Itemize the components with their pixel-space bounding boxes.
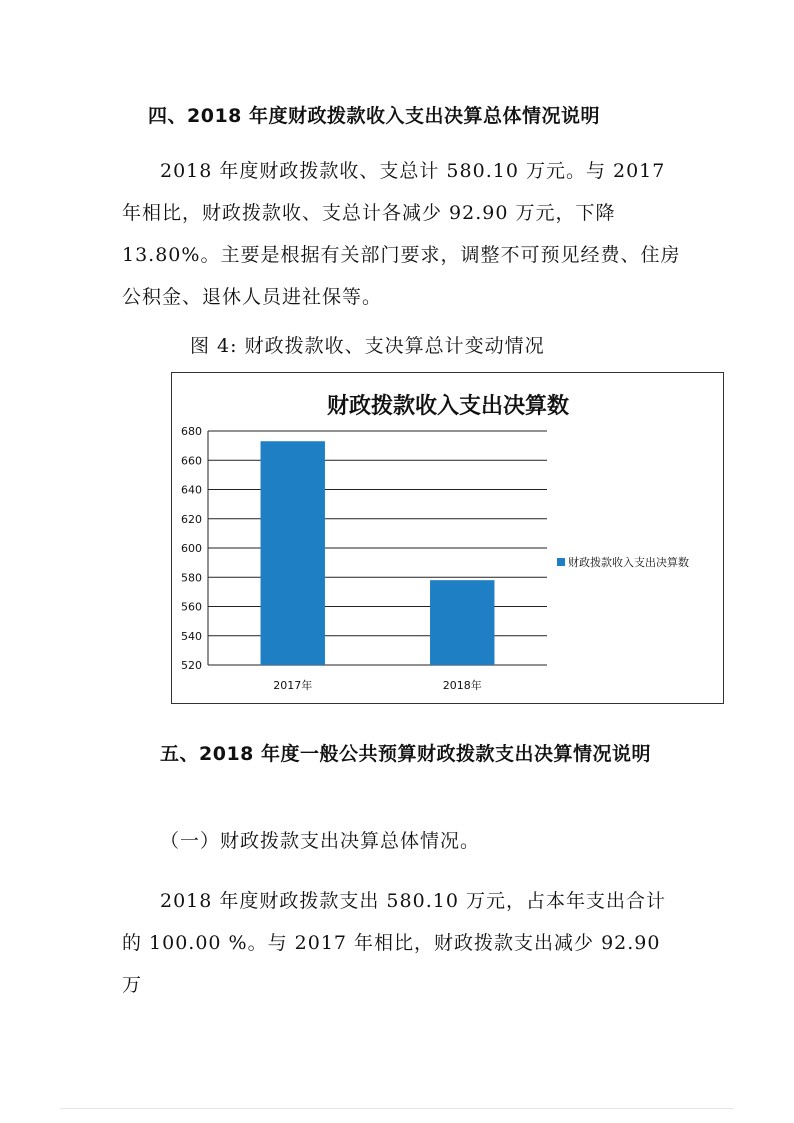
section4-paragraph: 2018 年度财政拨款收、支总计 580.10 万元。与 2017 年相比，财政拨款收、支总计各减少 92.90 万元，下降 13.80%。主要是根据有关部门要求，调整不可预见经费、住房公积金、退休人员进社保等。 xyxy=(122,160,681,308)
legend-label: 财政拨款收入支出决算数 xyxy=(568,556,689,569)
bar-chart xyxy=(171,372,724,704)
section5-heading: 五、2018 年度一般公共预算财政拨款支出决算情况说明 xyxy=(160,743,651,765)
section4-heading: 四、2018 年度财政拨款收入支出决算总体情况说明 xyxy=(148,105,600,127)
y-tick-label: 600 xyxy=(181,542,202,555)
legend-swatch xyxy=(557,558,565,566)
y-tick-label: 640 xyxy=(181,483,202,497)
figure-caption: 图 4: 财政拨款收、支决算总计变动情况 xyxy=(190,335,545,357)
y-tick-label: 560 xyxy=(181,600,202,614)
bar-2018年 xyxy=(430,580,494,665)
section5-paragraph: 2018 年度财政拨款支出 580.10 万元，占本年支出合计的 100.00 %。与 2017 年相比，财政拨款支出减少 92.90 万 xyxy=(122,890,666,996)
y-tick-label: 540 xyxy=(181,629,202,643)
y-tick-label: 680 xyxy=(181,425,202,438)
x-tick-label: 2018年 xyxy=(442,679,482,692)
bar-2017年 xyxy=(261,441,325,665)
y-tick-label: 580 xyxy=(181,571,202,585)
y-tick-label: 620 xyxy=(181,512,202,526)
section5-subheading: （一）财政拨款支出决算总体情况。 xyxy=(160,830,481,852)
y-tick-label: 660 xyxy=(181,454,202,468)
x-tick-label: 2017年 xyxy=(273,679,313,692)
page-bottom-line xyxy=(60,1108,734,1109)
y-tick-label: 520 xyxy=(181,659,202,672)
chart-title: 财政拨款收入支出决算数 xyxy=(326,394,570,419)
chart-svg xyxy=(172,373,723,703)
